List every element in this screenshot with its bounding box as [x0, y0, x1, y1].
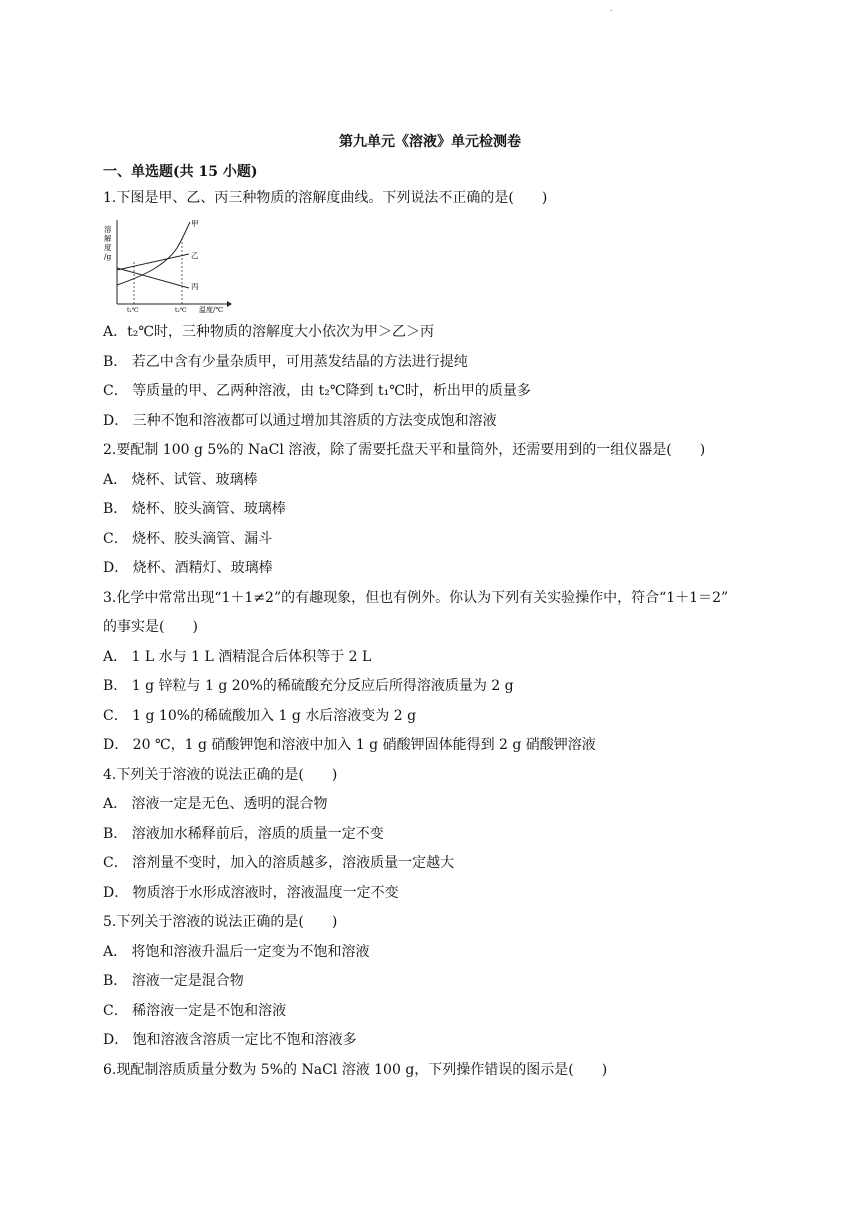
label-yi: 乙: [191, 251, 199, 260]
header-dot: .: [610, 4, 613, 13]
question-5-option-d: D． 饱和溶液含溶质一定比不饱和溶液多: [103, 1032, 357, 1048]
question-1-stem: 1.下图是甲、乙、丙三种物质的溶解度曲线。下列说法不正确的是( ): [103, 190, 548, 206]
tick-t1: t₁℃: [127, 307, 139, 314]
label-jia: 甲: [191, 219, 199, 228]
solubility-curve-figure: [103, 218, 233, 314]
question-5-option-a: A． 将饱和溶液升温后一定变为不饱和溶液: [103, 944, 370, 960]
question-3-stem-line-1: 3.化学中常常出现“1＋1≠2”的有趣现象，但也有例外。你认为下列有关实验操作中，符合“1＋1＝2”: [103, 590, 729, 606]
y-label-1: 溶: [104, 225, 112, 234]
curve-jia: [117, 222, 190, 285]
question-2-option-c: C． 烧杯、胶头滴管、漏斗: [103, 531, 273, 547]
x-axis-arrow: [227, 301, 232, 307]
question-2-option-a: A． 烧杯、试管、玻璃棒: [103, 472, 258, 488]
question-2-option-d: D． 烧杯、酒精灯、玻璃棒: [103, 560, 273, 576]
question-3-option-d: D． 20 ℃，1 g 硝酸钾饱和溶液中加入 1 g 硝酸钾固体能得到 2 g 硝酸钾溶液: [103, 737, 596, 753]
question-3-option-b: B． 1 g 锌粒与 1 g 20%的稀硫酸充分反应后所得溶液质量为 2 g: [103, 678, 514, 694]
question-1-option-a: A．t₂℃时，三种物质的溶解度大小依次为甲＞乙＞丙: [103, 324, 435, 340]
y-label-3: 度: [104, 243, 112, 252]
label-bing: 丙: [191, 282, 199, 291]
question-4-option-a: A． 溶液一定是无色、透明的混合物: [103, 796, 328, 812]
curve-yi: [117, 254, 189, 270]
question-1-option-c: C． 等质量的甲、乙两种溶液，由 t₂℃降到 t₁℃时，析出甲的质量多: [103, 383, 531, 399]
x-label: 温度/℃: [199, 306, 224, 314]
question-6-stem: 6.现配制溶质质量分数为 5%的 NaCl 溶液 100 g，下列操作错误的图示是( ): [103, 1062, 608, 1078]
question-5-option-c: C． 稀溶液一定是不饱和溶液: [103, 1003, 287, 1019]
question-4-option-b: B． 溶液加水稀释前后，溶质的质量一定不变: [103, 826, 384, 842]
question-2-stem: 2.要配制 100 g 5%的 NaCl 溶液，除了需要托盘天平和量筒外，还需要用到的一组仪器是( ): [103, 442, 706, 458]
question-2-option-b: B． 烧杯、胶头滴管、玻璃棒: [103, 501, 286, 517]
question-1-option-d: D． 三种不饱和溶液都可以通过增加其溶质的方法变成饱和溶液: [103, 413, 497, 429]
tick-t2: t₂℃: [175, 307, 187, 314]
question-3-stem-line-2: 的事实是( ): [103, 619, 198, 635]
question-4-stem: 4.下列关于溶液的说法正确的是( ): [103, 767, 338, 783]
y-label-4: /g: [104, 252, 112, 261]
question-1-option-b: B． 若乙中含有少量杂质甲，可用蒸发结晶的方法进行提纯: [103, 354, 468, 370]
question-3-option-c: C． 1 g 10%的稀硫酸加入 1 g 水后溶液变为 2 g: [103, 708, 417, 724]
page-title: 第九单元《溶液》单元检测卷: [339, 134, 521, 150]
question-5-stem: 5.下列关于溶液的说法正确的是( ): [103, 914, 338, 930]
curve-bing: [117, 268, 189, 288]
question-3-option-a: A． 1 L 水与 1 L 酒精混合后体积等于 2 L: [103, 649, 372, 665]
question-5-option-b: B． 溶液一定是混合物: [103, 973, 244, 989]
question-4-option-c: C． 溶剂量不变时，加入的溶质越多，溶液质量一定越大: [103, 855, 455, 871]
y-label-2: 解: [104, 234, 112, 243]
section-heading: 一、单选题(共 15 小题): [103, 164, 258, 180]
question-4-option-d: D． 物质溶于水形成溶液时，溶液温度一定不变: [103, 885, 399, 901]
